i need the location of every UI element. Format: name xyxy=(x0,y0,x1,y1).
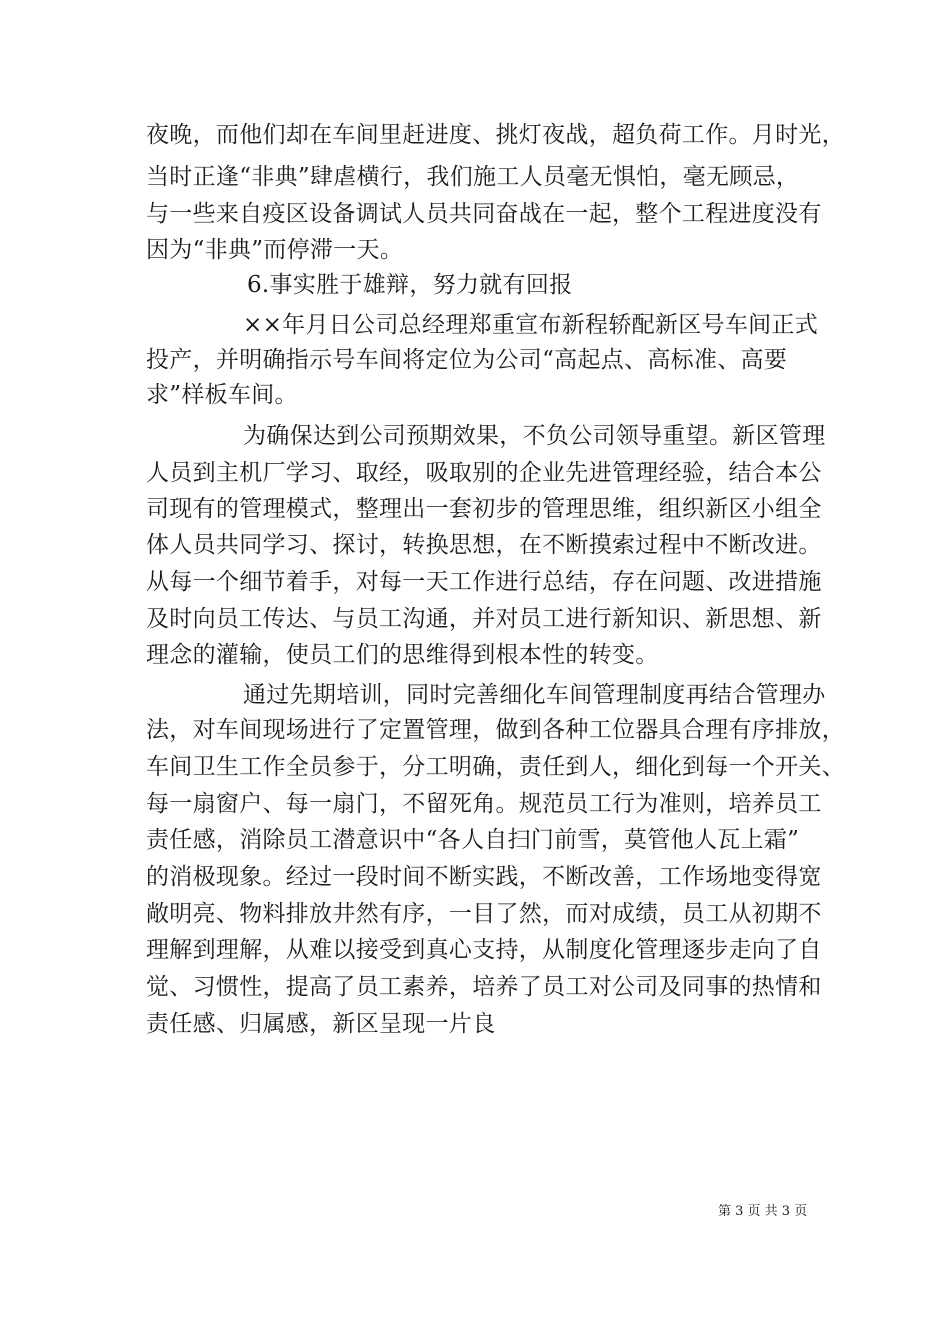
text-line: 从每一个细节着手，对每一天工作进行总结，存在问题、改进措施 xyxy=(146,569,822,595)
text-line: 夜晚，而他们却在车间里赶进度、挑灯夜战，超负荷工作。月时光， xyxy=(146,122,845,148)
text-line: 每一扇窗户、每一扇门，不留死角。规范员工行为准则，培养员工 xyxy=(146,791,822,817)
page-number: 第 3 页 共 3 页 xyxy=(718,1204,808,1219)
text-line: 觉、习惯性，提高了员工素养，培养了员工对公司及同事的热情和 xyxy=(146,974,822,1000)
text-line: 因为“非典”而停滞一天。 xyxy=(146,237,404,263)
text-line: 车间卫生工作全员参于，分工明确，责任到人，细化到每一个开关、 xyxy=(146,754,845,780)
section-heading: 6.事实胜于雄辩，努力就有回报 xyxy=(247,272,573,298)
paragraph-first-line: ××年月日公司总经理郑重宣布新程轿配新区号车间正式 xyxy=(243,312,819,338)
text-line: 体人员共同学习、探讨，转换思想，在不断摸索过程中不断改进。 xyxy=(146,532,822,558)
paragraph-first-line: 为确保达到公司预期效果，不负公司领导重望。新区管理 xyxy=(243,423,826,449)
text-line: 及时向员工传达、与员工沟通，并对员工进行新知识、新思想、新 xyxy=(146,606,822,632)
text-line: 责任感、归属感，新区呈现一片良 xyxy=(146,1011,496,1037)
text-line: 人员到主机厂学习、取经，吸取别的企业先进管理经验，结合本公 xyxy=(146,460,822,486)
text-line: 责任感，消除员工潜意识中“各人自扫门前雪，莫管他人瓦上霜” xyxy=(146,827,800,853)
text-line: 投产，并明确指示号车间将定位为公司“高起点、高标准、高要 xyxy=(146,347,788,373)
text-line: 法，对车间现场进行了定置管理，做到各种工位器具合理有序排放， xyxy=(146,717,845,743)
text-line: 求”样板车间。 xyxy=(146,382,298,408)
text-line: 敞明亮、物料排放井然有序，一目了然，而对成绩，员工从初期不 xyxy=(146,901,822,927)
text-line: 司现有的管理模式，整理出一套初步的管理思维，组织新区小组全 xyxy=(146,496,822,522)
text-line: 的消极现象。经过一段时间不断实践，不断改善，工作场地变得宽 xyxy=(146,864,822,890)
text-line: 与一些来自疫区设备调试人员共同奋战在一起，整个工程进度没有 xyxy=(146,201,822,227)
paragraph-first-line: 通过先期培训，同时完善细化车间管理制度再结合管理办 xyxy=(243,682,826,708)
text-line: 理解到理解，从难以接受到真心支持，从制度化管理逐步走向了自 xyxy=(146,937,822,963)
text-line: 理念的灌输，使员工们的思维得到根本性的转变。 xyxy=(146,642,659,668)
text-line: 当时正逢“非典”肆虐横行，我们施工人员毫无惧怕，毫无顾忌， xyxy=(146,164,800,190)
